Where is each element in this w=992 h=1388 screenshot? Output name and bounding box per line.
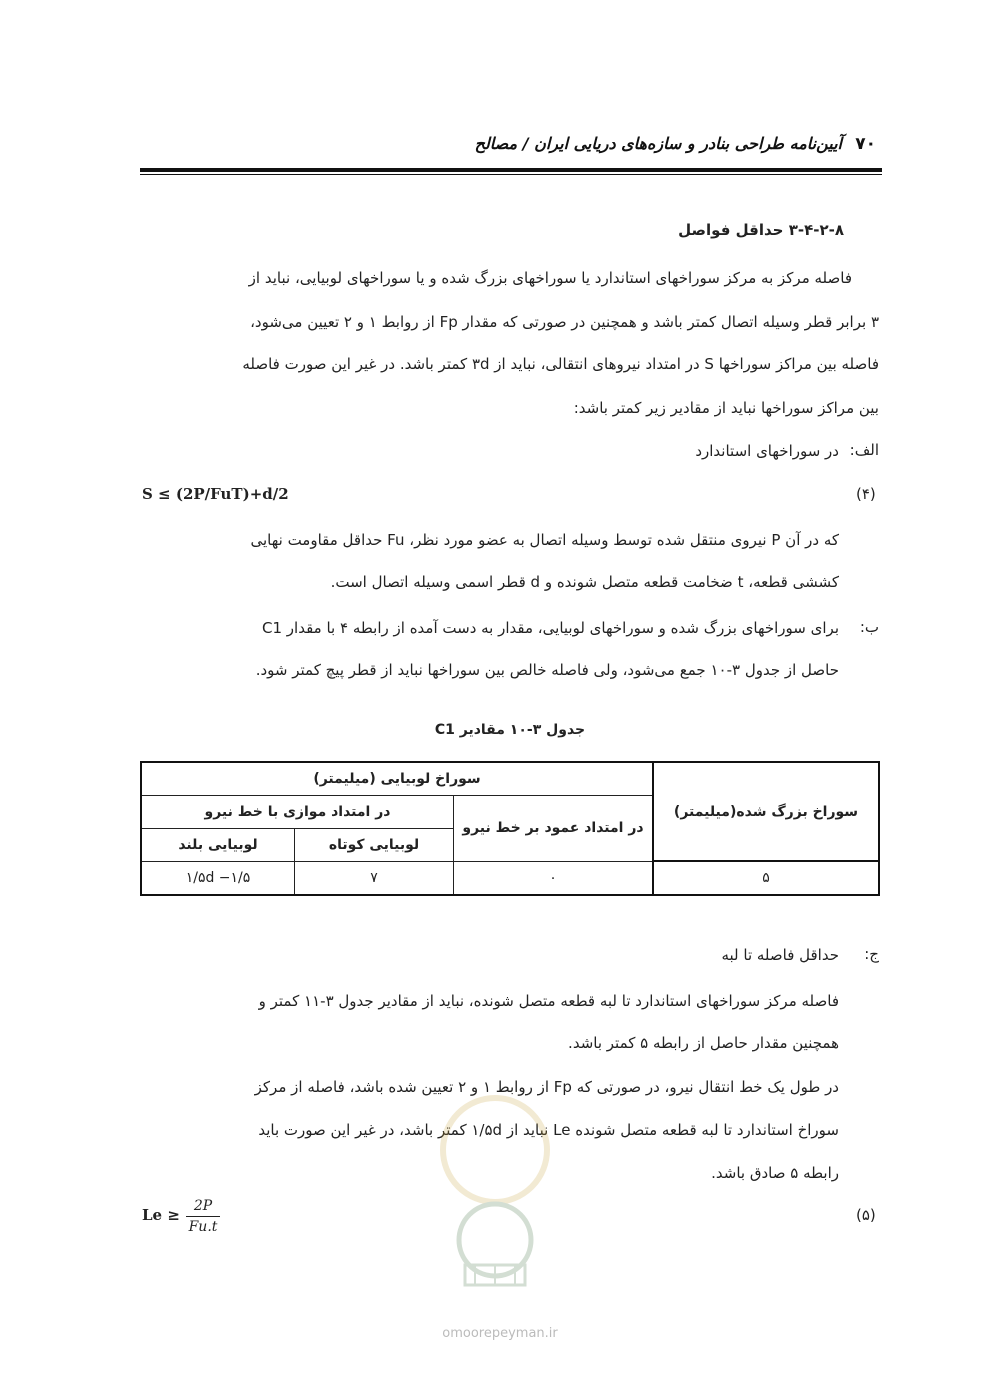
item-a-marker: الف: bbox=[849, 441, 879, 459]
item-c-line: سوراخ استاندارد تا لبه قطعه متصل شونده Le نباید از ۱/۵d کمتر باشد، در غیر این صورت باید bbox=[258, 1121, 839, 1139]
c1-values-table bbox=[140, 761, 880, 896]
item-b-line: حاصل از جدول ۳-۱۰ جمع می‌شود، ولی فاصله خالص بین سوراخها نباید از قطر پیچ کمتر شود. bbox=[255, 661, 839, 679]
equation-5-fraction bbox=[186, 1198, 220, 1235]
watermark-site: omoorepeyman.ir bbox=[442, 1326, 558, 1341]
table-cell-short-slot: ۷ bbox=[295, 861, 454, 895]
item-a-text: در سوراخهای استاندارد bbox=[695, 442, 839, 460]
header-rule-thin bbox=[140, 174, 882, 175]
item-c-line: رابطه ۵ صادق باشد. bbox=[711, 1164, 839, 1182]
item-b-line: برای سوراخهای بزرگ شده و سوراخهای لوبیایی، مقدار به دست آمده از رابطه ۴ با مقدار C1 bbox=[261, 619, 839, 637]
paragraph-line: فاصله بین مراکز سوراخها S در امتداد نیروهای انتقالی، نباید از ۳d کمتر باشد. در غیر این صورت فاصله bbox=[242, 355, 879, 373]
item-c-title: حداقل فاصله تا لبه bbox=[721, 946, 839, 964]
watermark-seal-icon bbox=[415, 1090, 575, 1290]
watermark-seal bbox=[415, 1090, 575, 1290]
table-header-slotted: سوراخ لوبیایی (میلیمتر) bbox=[141, 762, 653, 795]
table-header-perpendicular: در امتداد عمود بر خط نیرو bbox=[454, 795, 654, 861]
table-header-short-slot: لوبیایی کوتاه bbox=[295, 828, 454, 861]
table-header-parallel: در امتداد موازی با خط نیرو bbox=[141, 795, 454, 828]
section-heading: ۳-۴-۲-۸ حداقل فواصل bbox=[678, 221, 844, 239]
header-rule-thick bbox=[140, 168, 882, 172]
page-number: ۷۰ bbox=[855, 134, 876, 154]
item-c-line: در طول یک خط انتقال نیرو، در صورتی که Fp از روابط ۱ و ۲ تعیین شده باشد، فاصله از مرکز bbox=[254, 1078, 839, 1096]
equation-5-numerator: 2P bbox=[193, 1198, 213, 1214]
paragraph-line: کششی قطعه، t ضخامت قطعه متصل شونده و d قطر اسمی وسیله اتصال است. bbox=[330, 573, 839, 591]
equation-4-number: (۴) bbox=[856, 485, 876, 503]
item-c-line: فاصله مرکز سوراخهای استاندارد تا لبه قطعه متصل شونده، نباید از مقادیر جدول ۳-۱۱ کمتر و bbox=[258, 992, 839, 1010]
equation-5-lhs: Le ≥ bbox=[142, 1206, 180, 1224]
paragraph-line: فاصله مرکز به مرکز سوراخهای استاندارد یا سوراخهای بزرگ شده و یا سوراخهای لوبیایی، نباید از bbox=[248, 269, 852, 287]
table-header-enlarged: سوراخ بزرگ شده(میلیمتر) bbox=[653, 762, 879, 861]
equation-4-formula: S ≤ (2P/FuT)+d/2 bbox=[142, 485, 289, 503]
paragraph-line: که در آن P نیروی منتقل شده توسط وسیله اتصال به عضو مورد نظر، Fu حداقل مقاومت نهایی bbox=[250, 531, 839, 549]
table-header-long-slot: لوبیایی بلند bbox=[141, 828, 295, 861]
item-c-line: همچنین مقدار حاصل از رابطه ۵ کمتر باشد. bbox=[568, 1034, 839, 1052]
equation-5-number: (۵) bbox=[856, 1206, 876, 1224]
running-header-title: آیین‌نامه طراحی بنادر و سازه‌های دریایی ایران / مصالح bbox=[474, 134, 842, 153]
table-cell-perpendicular: ۰ bbox=[454, 861, 654, 895]
paragraph-line: بین مراکز سوراخها نباید از مقادیر زیر کمتر باشد: bbox=[573, 399, 879, 417]
paragraph-line: ۳ برابر قطر وسیله اتصال کمتر باشد و همچنین در صورتی که مقدار Fp از روابط ۱ و ۲ تعیین می‌شود، bbox=[250, 313, 879, 331]
table-cell-long-slot: ۱/۵d −۱/۵ bbox=[141, 861, 295, 895]
item-b-marker: ب: bbox=[859, 618, 879, 636]
table-cell-enlarged: ۵ bbox=[653, 861, 879, 895]
table-caption: جدول ۳-۱۰ مقادیر C1 bbox=[434, 722, 586, 738]
equation-5-denominator: Fu.t bbox=[188, 1219, 218, 1235]
fraction-bar bbox=[186, 1216, 220, 1217]
item-c-marker: ج: bbox=[864, 945, 879, 963]
